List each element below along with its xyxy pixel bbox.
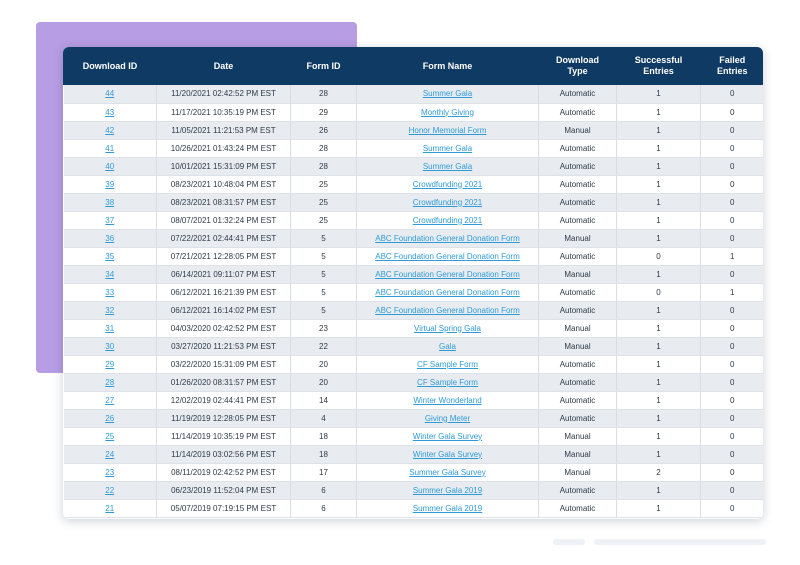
cell-form-id: 28 [291,157,357,175]
cell-form-name [357,121,539,139]
table-row [64,229,764,247]
cell-download-type: Manual [539,319,617,337]
form-name-link[interactable]: Winter Gala Survey [412,431,483,441]
cell-form-id: 5 [291,229,357,247]
form-name-link[interactable]: CF Sample Form [417,359,478,369]
cell-failed-entries: 0 [701,463,764,481]
cell-form-name [357,265,539,283]
download-id-link[interactable]: 30 [105,341,115,351]
cell-successful-entries: 0 [617,247,701,265]
download-id-link[interactable]: 24 [105,449,115,459]
cell-download-type: Manual [539,265,617,283]
cell-form-id: 29 [291,103,357,121]
cell-successful-entries: 1 [617,103,701,121]
form-name-link[interactable]: Winter Gala Survey [412,449,483,459]
cell-date: 01/26/2020 08:31:57 PM EST [157,373,291,391]
cell-form-name [357,301,539,319]
form-name-link[interactable]: Summer Gala [422,89,473,99]
form-name-link[interactable]: Gala [439,341,456,351]
cell-failed-entries: 0 [701,319,764,337]
cell-download-type: Manual [539,445,617,463]
cell-form-id: 6 [291,499,357,517]
cell-date: 11/19/2019 12:28:05 PM EST [157,409,291,427]
cell-download-type: Automatic [539,103,617,121]
download-id-link[interactable]: 26 [105,413,115,423]
cell-successful-entries: 1 [617,427,701,445]
cell-date: 05/07/2019 07:19:15 PM EST [157,499,291,517]
cell-form-name [357,427,539,445]
cell-successful-entries: 1 [617,319,701,337]
cell-date: 06/12/2021 16:14:02 PM EST [157,301,291,319]
cell-form-name [357,499,539,517]
cell-download-type: Automatic [539,409,617,427]
cell-download-type: Manual [539,337,617,355]
cell-date: 08/11/2019 02:42:52 PM EST [157,463,291,481]
cell-form-name [357,139,539,157]
decorative-bar [594,539,766,545]
download-id-link[interactable]: 40 [105,161,115,171]
cell-download-type: Automatic [539,301,617,319]
cell-download-id [64,301,157,319]
cell-form-name [357,247,539,265]
cell-failed-entries: 0 [701,301,764,319]
download-id-link[interactable]: 34 [105,269,115,279]
table-row [64,355,764,373]
form-name-link[interactable]: Honor Memorial Form [408,125,487,135]
cell-successful-entries: 1 [617,445,701,463]
cell-download-id [64,463,157,481]
form-name-link[interactable]: ABC Foundation General Donation Form [375,305,520,315]
cell-download-id [64,121,157,139]
form-name-link[interactable]: Summer Gala 2019 [412,485,483,495]
cell-date: 03/27/2020 11:21:53 PM EST [157,337,291,355]
cell-date: 11/20/2021 02:42:52 PM EST [157,85,291,103]
download-id-link[interactable]: 41 [105,143,115,153]
cell-download-type: Automatic [539,175,617,193]
cell-download-type: Automatic [539,499,617,517]
table-row [64,373,764,391]
download-id-link[interactable]: 31 [105,323,115,333]
cell-successful-entries: 1 [617,355,701,373]
cell-successful-entries: 1 [617,409,701,427]
cell-date: 11/05/2021 11:21:53 PM EST [157,121,291,139]
cell-download-id [64,337,157,355]
table-row [64,103,764,121]
table-row [64,283,764,301]
cell-form-id: 25 [291,193,357,211]
cell-form-id: 6 [291,481,357,499]
cell-successful-entries: 1 [617,193,701,211]
cell-download-id [64,247,157,265]
table-row [64,319,764,337]
form-name-link[interactable]: Crowdfunding 2021 [412,179,483,189]
download-id-link[interactable]: 27 [105,395,115,405]
downloads-table-card [63,47,763,519]
cell-failed-entries: 0 [701,85,764,103]
cell-form-name [357,337,539,355]
cell-failed-entries: 0 [701,409,764,427]
cell-failed-entries: 0 [701,355,764,373]
cell-form-name [357,481,539,499]
cell-form-id: 18 [291,427,357,445]
cell-date: 11/17/2021 10:35:19 PM EST [157,103,291,121]
cell-form-id: 28 [291,139,357,157]
cell-form-id: 17 [291,463,357,481]
cell-date: 08/07/2021 01:32:24 PM EST [157,211,291,229]
download-id-link[interactable]: 39 [105,179,115,189]
form-name-link[interactable]: Winter Wonderland [413,395,482,405]
table-row [64,193,764,211]
cell-download-type: Manual [539,427,617,445]
table-row [64,175,764,193]
cell-download-type: Automatic [539,193,617,211]
form-name-link[interactable]: Summer Gala 2019 [412,503,483,513]
cell-successful-entries: 0 [617,283,701,301]
cell-download-id [64,229,157,247]
cell-form-name [357,103,539,121]
cell-successful-entries: 1 [617,175,701,193]
cell-date: 10/26/2021 01:43:24 PM EST [157,139,291,157]
cell-failed-entries: 0 [701,499,764,517]
cell-download-type: Automatic [539,373,617,391]
download-id-link[interactable]: 28 [105,377,115,387]
cell-failed-entries: 0 [701,121,764,139]
cell-download-id [64,499,157,517]
cell-form-id: 5 [291,301,357,319]
cell-failed-entries: 0 [701,139,764,157]
cell-date: 08/23/2021 08:31:57 PM EST [157,193,291,211]
cell-download-id [64,211,157,229]
cell-form-id: 25 [291,175,357,193]
cell-download-id [64,481,157,499]
cell-form-name [357,445,539,463]
cell-successful-entries: 1 [617,211,701,229]
cell-download-type: Automatic [539,139,617,157]
cell-form-id: 22 [291,337,357,355]
column-header-download-id[interactable]: Download ID [64,47,157,85]
column-header-date[interactable]: Date [157,47,291,85]
download-id-link[interactable]: 37 [105,215,115,225]
cell-form-name [357,157,539,175]
decorative-bar [553,539,585,545]
table-row [64,337,764,355]
cell-failed-entries: 0 [701,337,764,355]
cell-download-type: Manual [539,463,617,481]
cell-form-id: 5 [291,283,357,301]
cell-form-name [357,373,539,391]
download-id-link[interactable]: 36 [105,233,115,243]
cell-form-name [357,211,539,229]
cell-successful-entries: 2 [617,463,701,481]
column-header-form-id[interactable]: Form ID [291,47,357,85]
cell-download-id [64,157,157,175]
cell-form-name [357,283,539,301]
cell-download-id [64,283,157,301]
cell-download-id [64,427,157,445]
cell-form-id: 5 [291,247,357,265]
table-row [64,463,764,481]
cell-download-type: Automatic [539,355,617,373]
download-id-link[interactable]: 29 [105,359,115,369]
table-row [64,139,764,157]
cell-successful-entries: 1 [617,139,701,157]
download-id-link[interactable]: 23 [105,467,115,477]
cell-failed-entries: 1 [701,283,764,301]
cell-download-id [64,355,157,373]
table-row [64,481,764,499]
cell-form-id: 20 [291,355,357,373]
cell-date: 07/21/2021 12:28:05 PM EST [157,247,291,265]
cell-failed-entries: 0 [701,211,764,229]
form-name-link[interactable]: Summer Gala [422,143,473,153]
cell-form-id: 20 [291,373,357,391]
cell-form-name [357,85,539,103]
form-name-link[interactable]: CF Sample Form [417,377,478,387]
cell-successful-entries: 1 [617,121,701,139]
table-row [64,499,764,517]
cell-failed-entries: 0 [701,103,764,121]
cell-download-id [64,103,157,121]
cell-date: 03/22/2020 15:31:09 PM EST [157,355,291,373]
form-name-link[interactable]: Summer Gala [422,161,473,171]
column-header-form-name[interactable]: Form Name [357,47,539,85]
table-row [64,391,764,409]
cell-form-id: 5 [291,265,357,283]
column-header-successful-entries[interactable]: Successful Entries [617,47,701,85]
cell-form-id: 18 [291,445,357,463]
form-name-link[interactable]: ABC Foundation General Donation Form [375,287,520,297]
cell-download-type: Automatic [539,247,617,265]
download-id-link[interactable]: 21 [105,503,115,513]
cell-download-type: Manual [539,229,617,247]
cell-successful-entries: 1 [617,301,701,319]
cell-date: 07/22/2021 02:44:41 PM EST [157,229,291,247]
column-header-download-type[interactable]: Download Type [539,47,617,85]
cell-form-name [357,355,539,373]
cell-date: 06/14/2021 09:11:07 PM EST [157,265,291,283]
cell-form-name [357,409,539,427]
form-name-link[interactable]: Monthly Giving [421,107,474,117]
form-name-link[interactable]: Summer Gala Survey [409,467,486,477]
table-row [64,85,764,103]
cell-date: 10/01/2021 15:31:09 PM EST [157,157,291,175]
cell-download-type: Automatic [539,481,617,499]
cell-failed-entries: 0 [701,265,764,283]
table-row [64,211,764,229]
cell-form-id: 14 [291,391,357,409]
cell-failed-entries: 0 [701,391,764,409]
table-row [64,121,764,139]
cell-form-name [357,229,539,247]
cell-failed-entries: 1 [701,247,764,265]
cell-date: 06/23/2019 11:52:04 PM EST [157,481,291,499]
cell-download-type: Automatic [539,157,617,175]
cell-successful-entries: 1 [617,391,701,409]
cell-form-id: 28 [291,85,357,103]
cell-form-name [357,391,539,409]
download-id-link[interactable]: 22 [105,485,115,495]
cell-date: 04/03/2020 02:42:52 PM EST [157,319,291,337]
cell-form-id: 25 [291,211,357,229]
download-id-link[interactable]: 44 [105,89,115,99]
cell-download-id [64,85,157,103]
download-id-link[interactable]: 38 [105,197,115,207]
cell-download-type: Automatic [539,391,617,409]
form-name-link[interactable]: Giving Meter [424,413,471,423]
cell-download-id [64,265,157,283]
form-name-link[interactable]: Virtual Spring Gala [414,323,481,333]
cell-download-id [64,391,157,409]
cell-successful-entries: 1 [617,229,701,247]
form-name-link[interactable]: ABC Foundation General Donation Form [375,269,520,279]
cell-download-id [64,193,157,211]
cell-download-type: Automatic [539,211,617,229]
cell-form-id: 26 [291,121,357,139]
table-body [64,85,764,517]
cell-successful-entries: 1 [617,481,701,499]
cell-failed-entries: 0 [701,373,764,391]
table-row [64,157,764,175]
form-name-link[interactable]: Crowdfunding 2021 [412,197,483,207]
cell-successful-entries: 1 [617,85,701,103]
cell-download-type: Automatic [539,85,617,103]
cell-form-name [357,463,539,481]
table-row [64,445,764,463]
download-id-link[interactable]: 42 [105,125,115,135]
table-row [64,301,764,319]
cell-date: 11/14/2019 03:02:56 PM EST [157,445,291,463]
cell-date: 11/14/2019 10:35:19 PM EST [157,427,291,445]
cell-failed-entries: 0 [701,193,764,211]
cell-successful-entries: 1 [617,157,701,175]
table-row [64,265,764,283]
cell-date: 06/12/2021 16:21:39 PM EST [157,283,291,301]
download-id-link[interactable]: 25 [105,431,115,441]
cell-download-type: Manual [539,121,617,139]
downloads-table [63,47,763,518]
cell-download-id [64,373,157,391]
cell-failed-entries: 0 [701,175,764,193]
cell-date: 08/23/2021 10:48:04 PM EST [157,175,291,193]
cell-download-id [64,175,157,193]
cell-download-id [64,319,157,337]
cell-form-id: 4 [291,409,357,427]
cell-download-id [64,445,157,463]
form-name-link[interactable]: ABC Foundation General Donation Form [375,233,520,243]
column-header-failed-entries[interactable]: Failed Entries [701,47,764,85]
download-id-link[interactable]: 43 [105,107,115,117]
table-row [64,409,764,427]
form-name-link[interactable]: Crowdfunding 2021 [412,215,483,225]
form-name-link[interactable]: ABC Foundation General Donation Form [375,251,520,261]
table-row [64,427,764,445]
cell-failed-entries: 0 [701,427,764,445]
cell-form-name [357,175,539,193]
cell-download-id [64,139,157,157]
download-id-link[interactable]: 32 [105,305,115,315]
cell-successful-entries: 1 [617,373,701,391]
cell-successful-entries: 1 [617,499,701,517]
cell-failed-entries: 0 [701,229,764,247]
cell-download-id [64,409,157,427]
cell-successful-entries: 1 [617,337,701,355]
cell-form-name [357,319,539,337]
download-id-link[interactable]: 33 [105,287,115,297]
download-id-link[interactable]: 35 [105,251,115,261]
table-row [64,247,764,265]
cell-form-name [357,193,539,211]
cell-successful-entries: 1 [617,265,701,283]
cell-failed-entries: 0 [701,481,764,499]
cell-failed-entries: 0 [701,157,764,175]
cell-download-type: Automatic [539,283,617,301]
cell-date: 12/02/2019 02:44:41 PM EST [157,391,291,409]
table-header-row [64,47,764,85]
cell-form-id: 23 [291,319,357,337]
cell-failed-entries: 0 [701,445,764,463]
